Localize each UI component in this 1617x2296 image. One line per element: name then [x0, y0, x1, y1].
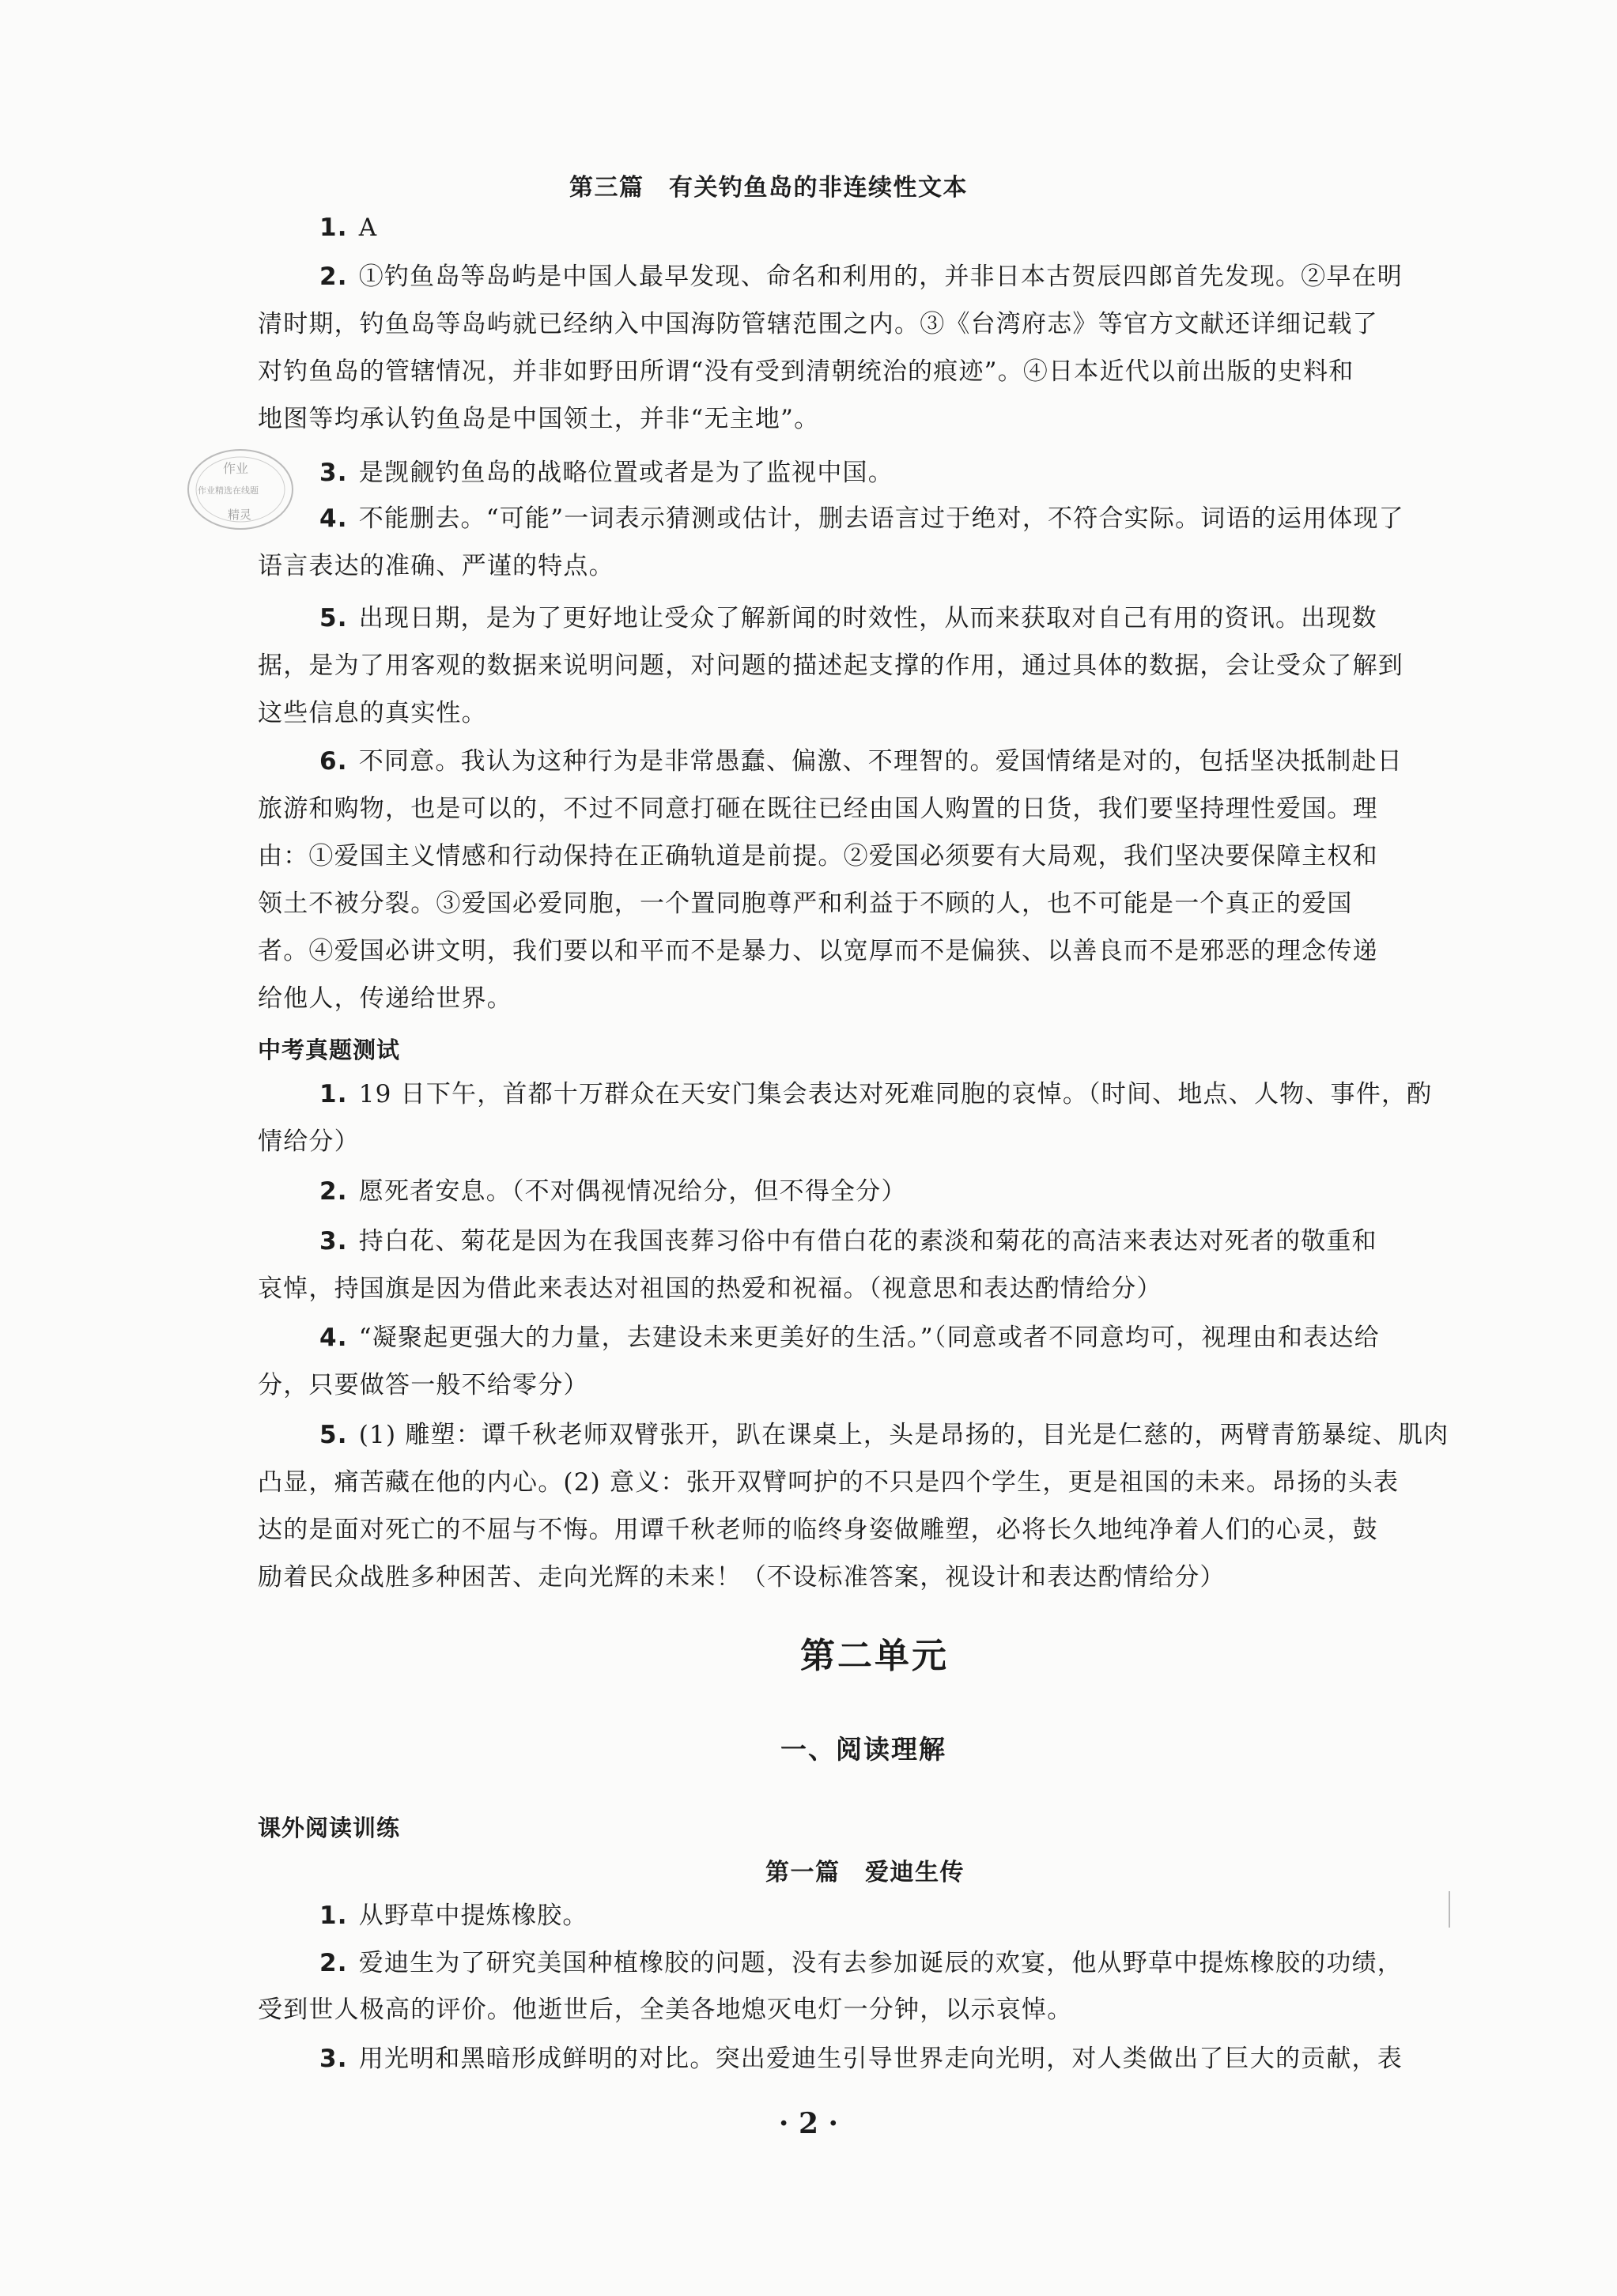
answer-line: 情给分） — [258, 1127, 360, 1156]
answer-line: 3. 用光明和黑暗形成鲜明的对比。突出爱迪生引导世界走向光明，对人类做出了巨大的贡献，表 — [319, 2045, 1403, 2073]
answer-line: 5. (1) 雕塑：谭千秋老师双臂张开，趴在课桌上，头是昂扬的，目光是仁慈的，两臂青筋暴绽、肌肉 — [319, 1421, 1449, 1449]
answer-line: 给他人，传递给世界。 — [258, 984, 512, 1013]
answer-line: 对钓鱼岛的管辖情况，并非如野田所谓“没有受到清朝统治的痕迹”。④日本近代以前出版的史料和 — [258, 357, 1354, 386]
answer-line: 4. “凝聚起更强大的力量，去建设未来更美好的生活。”（同意或者不同意均可，视理由和表达给 — [319, 1324, 1380, 1352]
answer-line: 1. 从野草中提炼橡胶。 — [319, 1901, 588, 1930]
stamp-text: 作业精选在线题 — [198, 485, 259, 496]
section-heading: 中考真题测试 — [258, 1037, 401, 1063]
page-number: · 2 · — [778, 2107, 839, 2140]
answer-line: 凸显，痛苦藏在他的内心。(2) 意义：张开双臂呵护的不只是四个学生，更是祖国的未来。昂扬的头表 — [258, 1468, 1400, 1497]
answer-line: 3. 持白花、菊花是因为在我国丧葬习俗中有借白花的素淡和菊花的高洁来表达对死者的敬重和 — [319, 1227, 1377, 1256]
answer-line: 励着民众战胜多种困苦、走向光辉的未来！（不设标准答案，视设计和表达酌情给分） — [258, 1563, 1226, 1592]
answer-line: 地图等均承认钓鱼岛是中国领土，并非“无主地”。 — [258, 405, 820, 433]
answer-line: 1. 19 日下午，首都十万群众在天安门集会表达对死难同胞的哀悼。（时间、地点、人物、事件，酌 — [319, 1080, 1433, 1108]
answer-line: 6. 不同意。我认为这种行为是非常愚蠢、偏激、不理智的。爱国情绪是对的，包括坚决抵制赴日 — [319, 747, 1403, 776]
answer-line: 3. 是觊觎钓鱼岛的战略位置或者是为了监视中国。 — [319, 459, 894, 487]
answer-line: 哀悼，持国旗是因为借此来表达对祖国的热爱和祝福。（视意思和表达酌情给分） — [258, 1275, 1162, 1303]
answer-line: 据，是为了用客观的数据来说明问题，对问题的描述起支撑的作用，通过具体的数据，会让受众了解到 — [258, 651, 1404, 680]
unit-title: 第二单元 — [800, 1636, 949, 1676]
article-title: 第一篇 爱迪生传 — [765, 1859, 965, 1886]
answer-line: 4. 不能删去。“可能”一词表示猜测或估计，删去语言过于绝对，不符合实际。词语的运用体现了 — [319, 504, 1404, 533]
answer-line: 2. 愿死者安息。（不对偶视情况给分，但不得全分） — [319, 1177, 907, 1206]
answer-line: 分，只要做答一般不给零分） — [258, 1371, 589, 1399]
article-title: 第三篇 有关钓鱼岛的非连续性文本 — [569, 174, 968, 202]
answer-line: 2. 爱迪生为了研究美国种植橡胶的问题，没有去参加诞辰的欢宴，他从野草中提炼橡胶的功绩， — [319, 1949, 1403, 1977]
answer-line: 达的是面对死亡的不屈与不悔。用谭千秋老师的临终身姿做雕塑，必将长久地纯净着人们的心灵，鼓 — [258, 1516, 1378, 1544]
answer-line: 这些信息的真实性。 — [258, 699, 487, 727]
stamp-text: 精灵 — [228, 508, 252, 522]
answer-line: 5. 出现日期，是为了更好地让受众了解新闻的时效性，从而来获取对自己有用的资讯。出现数 — [319, 604, 1377, 633]
answer-line: 者。④爱国必讲文明，我们要以和平而不是暴力、以宽厚而不是偏狭、以善良而不是邪恶的理念传递 — [258, 937, 1378, 965]
section-title: 一、阅读理解 — [780, 1734, 946, 1765]
answer-line: 旅游和购物，也是可以的，不过不同意打砸在既往已经由国人购置的日货，我们要坚持理性爱国。理 — [258, 795, 1378, 823]
stamp-text: 作业 — [223, 461, 249, 476]
answer-line: 语言表达的准确、严谨的特点。 — [258, 552, 614, 580]
subsection-heading: 课外阅读训练 — [258, 1815, 401, 1841]
scan-artifact — [1449, 1891, 1450, 1928]
answer-line: 1. A — [319, 213, 378, 242]
watermark-stamp — [182, 443, 299, 536]
answer-line: 清时期，钓鱼岛等岛屿就已经纳入中国海防管辖范围之内。③《台湾府志》等官方文献还详细记载了 — [258, 310, 1378, 338]
answer-line: 领土不被分裂。③爱国必爱同胞，一个置同胞尊严和利益于不顾的人，也不可能是一个真正的爱国 — [258, 889, 1353, 918]
answer-line: 2. ①钓鱼岛等岛屿是中国人最早发现、命名和利用的，并非日本古贺辰四郎首先发现。②早在明 — [319, 262, 1403, 291]
answer-line: 受到世人极高的评价。他逝世后，全美各地熄灭电灯一分钟，以示哀悼。 — [258, 1996, 1073, 2024]
answer-line: 由：①爱国主义情感和行动保持在正确轨道是前提。②爱国必须要有大局观，我们坚决要保障主权和 — [258, 842, 1378, 870]
